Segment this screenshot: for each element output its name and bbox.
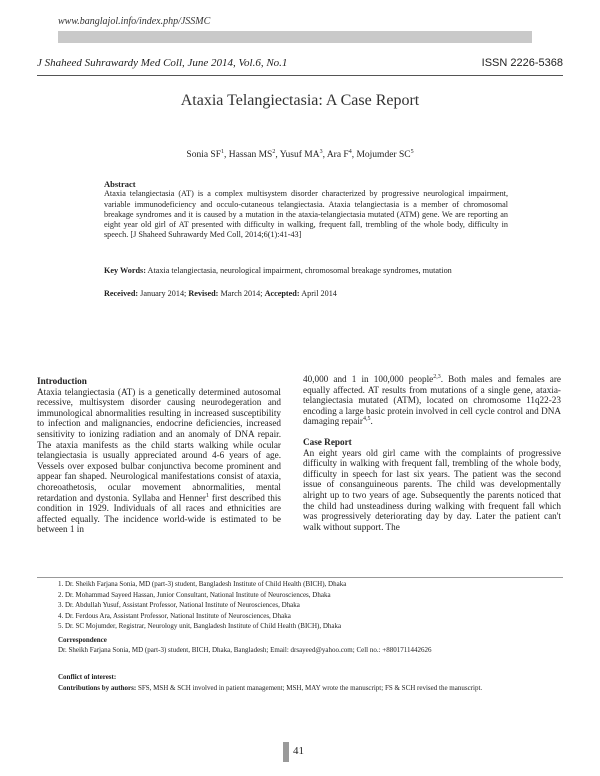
author-list: Sonia $SF^1$, Hassan $MS^2$, Yusuf $MA^3$, Ara $F^4$, Mojumder $SC^5$ xyxy=(186,148,414,160)
author-name: Hassan MS xyxy=(228,150,273,160)
correspondence xyxy=(58,635,558,655)
site-url[interactable]: www.banglajol.info/index.php/JSSMC xyxy=(58,16,211,27)
keywords xyxy=(104,266,524,275)
page-number: 41 xyxy=(293,745,304,757)
footnote-item: 4. Dr. Ferdous Ara, Assistant Professor, National Institute of Neurosciences, Dhaka xyxy=(58,611,291,620)
conflict-heading: Conflict of interest: xyxy=(58,673,117,681)
intro-paragraph: Ataxia telangiectasia (AT) is a genetically determined autosomal recessive, multisystem disorder causing neurodegeration and immunological abnormalities resulting in increased susceptibility to infection and malignancies, endocrine deficiencies, increased sensitivity to ionizing radiation and an anomaly of DNA repair. The ataxia manifests as the child starts walking while ocular telangiectasia is usually appreciated around 4-6 years of age. Vessels over exposed bulbar conjunctiva become prominent and appear fan shaped. Neurological manifestations consist of ataxia, choreoathetosis, ocular movement abnormalities, mental retardation and dystonia. Syllaba and Henner xyxy=(37,386,281,503)
case-report-heading: Case Report xyxy=(303,436,352,447)
received-date: January 2014; xyxy=(140,289,187,298)
accepted-label: Accepted: xyxy=(264,289,300,298)
footnote-item: 3. Dr. Abdullah Yusuf, Assistant Professor, National Institute of Neurosciences, Dhaka xyxy=(58,601,300,610)
author-name: Yusuf MA xyxy=(279,150,320,160)
correspondence-heading: Correspondence xyxy=(58,636,107,644)
revised-date: March 2014; xyxy=(220,289,263,298)
contributions-label: Contributions by authors: xyxy=(58,683,137,692)
citation-ref: 4,5 xyxy=(362,416,371,423)
author-affiliation: 5 xyxy=(410,148,414,155)
contributions-text: SFS, MSH & SCH involved in patient management; MSH, MAY wrote the manuscript; FS & SCH revised the manuscript. xyxy=(137,683,483,692)
case-report-text: An eight years old girl came with the complaints of progressive difficulty in walking with frequent fall, trembling of the whole body, difficulty in speech for last six years. The patient was the second issue of consanguineous parents. The child was developmentally alright up to two years of age. Subsequently the parents noticed that the child had unsteadiness during walking with frequent fall which was progressively deteriorating day by day. Later the patient can't walk without support. The xyxy=(303,447,561,532)
abstract-heading: Abstract xyxy=(104,179,136,189)
intro-paragraph-cont: first described this condition in 1929. Individuals of all races and ethnicities are affected equally. The incidence world-wide is estimated to be between 1 in xyxy=(37,492,281,535)
citation-ref: 2,3 xyxy=(433,373,441,380)
abstract xyxy=(104,179,508,241)
author-affiliation: 4 xyxy=(348,148,352,155)
affiliation-footnotes xyxy=(58,579,538,632)
footnote-rule xyxy=(37,577,563,578)
article-dates xyxy=(104,289,524,298)
revised-label: Revised: xyxy=(188,289,219,298)
author-affiliation: 1 xyxy=(221,148,225,155)
author-affiliation: 2 xyxy=(272,148,276,155)
introduction-text xyxy=(37,387,281,535)
conflict-of-interest xyxy=(58,672,558,693)
accepted-date: April 2014 xyxy=(301,289,337,298)
page-number-bar xyxy=(283,742,289,762)
section-gap xyxy=(303,427,561,437)
introduction-heading: Introduction xyxy=(37,376,87,386)
abstract-text: Ataxia telangiectasia (AT) is a complex multisystem disorder characterized by progressive neurological impairment, variable immunodeficiency and occulo-cutaneous telangiectasia. Ataxia telangiectasia is a member of chromosomal breakage syndromes and it is caused by a mutation in the ataxia-telangiectasia mutated (ATM) gene. We are reporting an eight year old girl of AT presented with difficulty in walking, frequent fall, trembling of the whole body, difficulty in speech. [J Shaheed Suhrawardy Med Coll, 2014;6(1):41-43] xyxy=(104,189,508,240)
header-rule xyxy=(37,75,563,76)
received-label: Received: xyxy=(104,289,139,298)
author-name: Mojumder SC xyxy=(356,150,411,160)
footnote-item: 2. Dr. Mohammad Sayeed Hassan, Junior Consultant, National Institute of Neurosciences, Dhaka xyxy=(58,590,331,599)
intro-paragraph-2-cont: . Both males and females are equally affected. AT results from mutations of a single gene, ataxia-telangiectasia mutated (ATM), located on chromosome 11q22-23 encoding a large basic protein involved in cell cycle control and DNA damaging repair xyxy=(303,374,561,427)
author-contributions xyxy=(58,683,558,694)
journal-header xyxy=(37,57,563,73)
citation-ref: 1 xyxy=(205,492,209,499)
author-affiliation: 3 xyxy=(319,148,323,155)
issn: ISSN 2226-5368 xyxy=(481,57,563,69)
footnote-item: 5. Dr. SC Mojumder, Registrar, Neurology unit, Bangladesh Institute of Child Health (BICH), Dhaka xyxy=(58,622,342,631)
keywords-text: Ataxia telangiectasia, neurological impairment, chromosomal breakage syndromes, mutation xyxy=(147,266,452,275)
right-column xyxy=(303,374,561,532)
author-name: Sonia SF xyxy=(186,150,222,160)
author-name: Ara F xyxy=(326,150,349,160)
keywords-label: Key Words: xyxy=(104,266,146,275)
footnote-item: 1. Dr. Sheikh Farjana Sonia, MD (part-3) student, Bangladesh Institute of Child Health (BICH), Dhaka xyxy=(58,580,347,588)
article-title: Ataxia Telangiectasia: A Case Report xyxy=(180,92,420,109)
correspondence-text: Dr. Sheikh Farjana Sonia, MD (part-3) student, BICH, Dhaka, Bangladesh; Email: drsayeed@yahoo.com; Cell no.: +8801711442626 xyxy=(58,646,432,654)
intro-paragraph-2-end: . xyxy=(370,416,373,427)
journal-citation: J Shaheed Suhrawardy Med Coll, June 2014, Vol.6, No.1 xyxy=(37,57,288,69)
left-column xyxy=(37,376,281,535)
header-band xyxy=(58,31,532,43)
introduction-text-cont xyxy=(303,374,561,427)
intro-paragraph-2: 40,000 and 1 in 100,000 people xyxy=(303,374,434,384)
